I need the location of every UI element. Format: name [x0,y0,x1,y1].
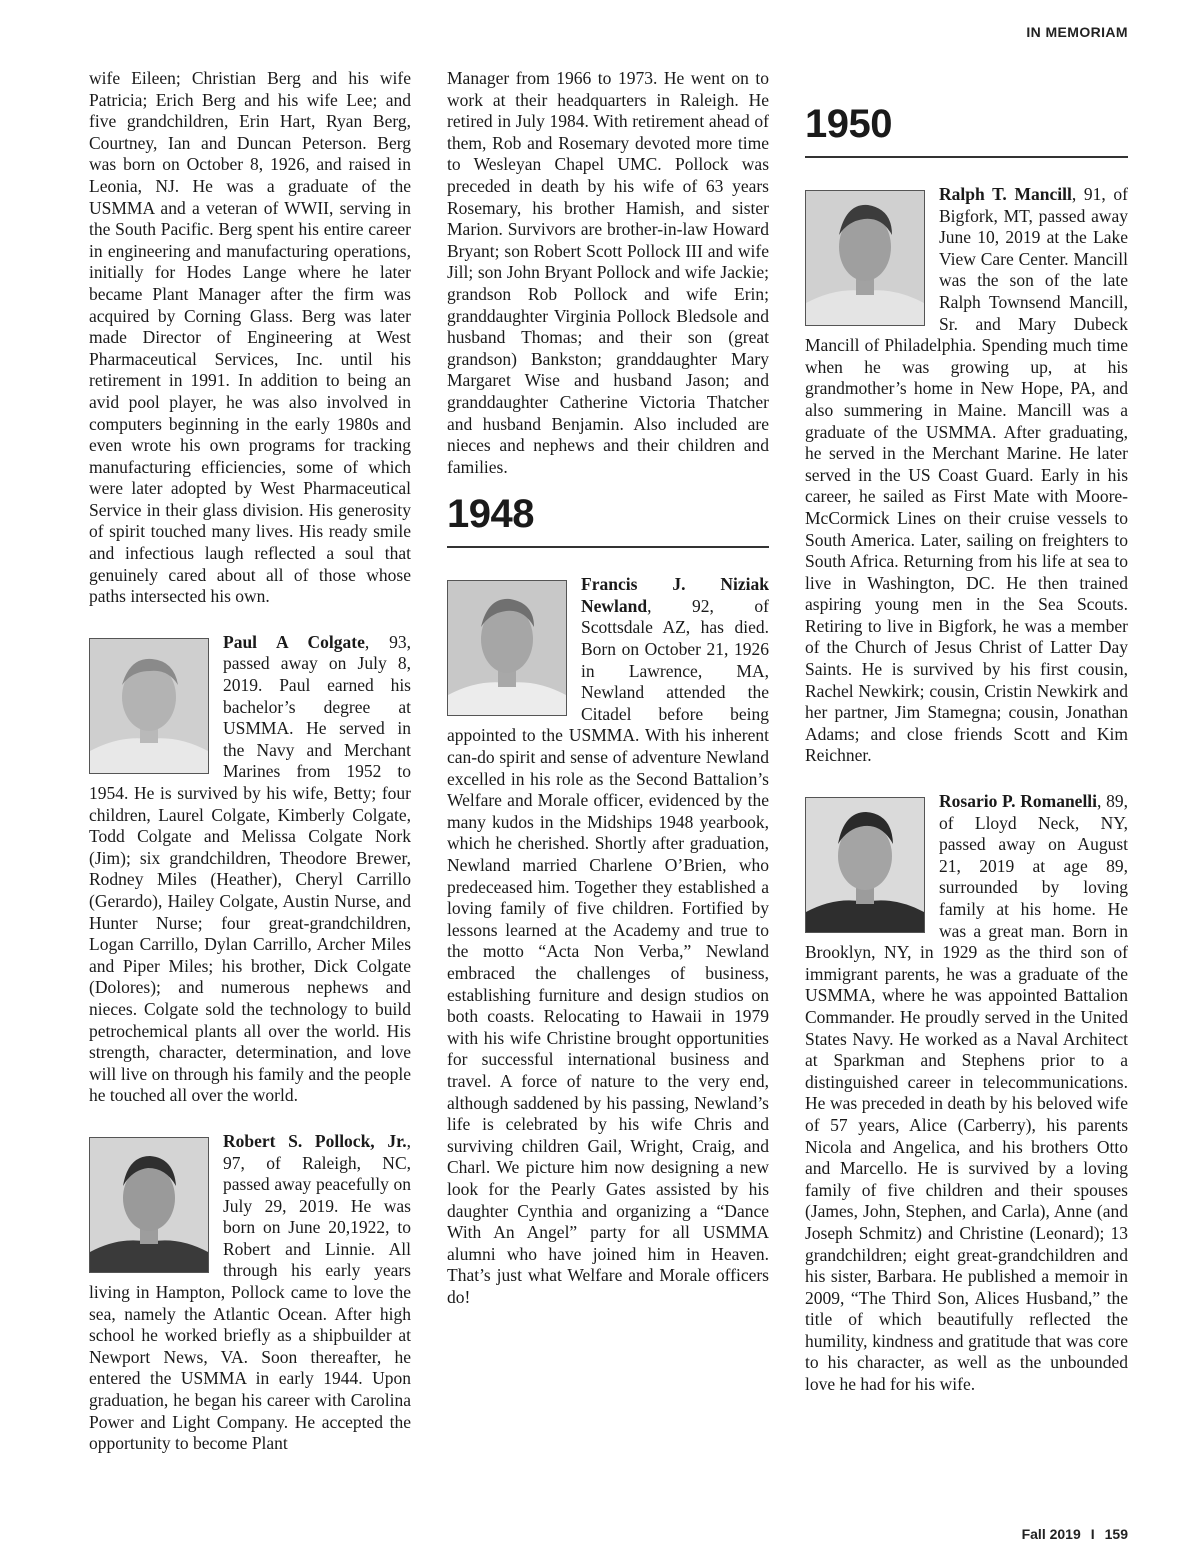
footer-separator: I [1090,1526,1095,1542]
obituary-text: , 91, of Bigfork, MT, passed away June 10, 2019 at the Lake View Care Center. Mancill was the son of the late Ralph Townsend Mancill, Sr. and Mary Dubeck Mancill of Philadelphia. Spending much time when he was growing up, at his grandmother’s home in New Hope, PA, and also summering in Maine. Mancill was a graduate of the USMMA. After graduating, he served in the Merchant Marine. He later served in the US Coast Guard. Early in his career, he sailed as First Mate with Moore-McCormick Lines on their cruise vessels to South America. Later, sailing on freighters to South Africa. Returning from his life at sea to live in Washington, DC. He then trained aspiring young men in the Sea Scouts. Retiring to live in Bigfork, he was a member of the Church of Jesus Christ of Latter Day Saints. He is survived by his first cousin, Rachel Newkirk; cousin, Cristin Newkirk and her partner, Jim Stamegna; cousin, Jonathan Adams; and close friends Scott and Kim Reichner. [805,184,1128,766]
obituary-name: Francis J. Niziak Newland [581,574,769,616]
obituary-entry [805,184,1128,767]
column-3 [805,96,1128,1396]
class-year-heading: 1950 [805,102,1128,158]
portrait-photo [805,797,925,933]
obituary-entry [805,791,1128,1396]
obituary-text: , 92, of Scottsdale AZ, has died. Born on October 21, 1926 in Lawrence, MA, Newland attended the Citadel before being appointed to the USMMA. With his inherent can-do spirit and sense of adventure Newland excelled in his role as the Second Battalion’s Welfare and Morale officer, evidenced by the many kudos in the Midships 1948 yearbook, which he cherished. Shortly after graduation, Newland married Charlene O’Brien, who predeceased him. Together they established a loving family of five children. Fortified by lessons learned at the Academy and true to the motto “Acta Non Verba,” Newland embraced the challenges of business, establishing furniture and design studios on both coasts. Relocating to Hawaii in 1979 with his wife Christine brought opportunities for successful international business and travel. A force of nature to the very end, although saddened by his passing, Newland’s life is celebrated by his wife Chris and surviving children Gail, Wright, Craig, and Charl. We picture him now designing a new look for the Pearly Gates assisted by his daughter Cynthia and organizing a “Dance With An Angel” party for all USMMA alumni who have joined him in Heaven. That’s just what Welfare and Morale officers do! [447,595,769,1307]
obituary-text: , 89, of Lloyd Neck, NY, passed away on August 21, 2019 at age 89, surrounded by loving family at his home. He was a great man. Born in Brooklyn, NY, in 1929 as the third son of immigrant parents, he was a graduate of the USMMA, where he was appointed Battalion Commander. He proudly served in the United States Navy. He worked as a Naval Architect at Sparkman and Stephens prior to a distinguished career in telecommunications. He was preceded in death by his beloved wife of 57 years, Alice (Carberry), his parents Nicola and Angelica, and his brothers Otto and Marcello. He is survived by a loving family of five children and their spouses (James, John, Stephen, and Carla), Anne (and Joseph Schmitz) and Christine (Leonard); 13 grandchildren; eight great-grandchildren and his sister, Barbara. He published a memoir in 2009, “The Third Son, Alices Husband,” the title of which beautifully reflected the humility, kindness and gratitude that was core to his character, as well as the unbounded love he had for his wife. [805,791,1128,1395]
obituary-entry [89,632,411,1107]
issue-label: Fall 2019 [1021,1526,1081,1542]
obituary-name: Ralph T. Mancill [939,184,1072,204]
page-footer [1022,1526,1128,1542]
portrait-photo [89,638,209,774]
obituary-text: , 93, passed away on July 8, 2019. Paul earned his bachelor’s degree at USMMA. He served in the Navy and Merchant Marines from 1952 to 1954. He is survived by his wife, Betty; four children, Laurel Colgate, Kimberly Colgate, Todd Colgate and Melissa Colgate Nork (Jim); six grandchildren, Theodore Brewer, Rodney Miles (Heather), Cheryl Carrillo (Gerardo), Hailey Colgate, Austin Nurse, and Hunter Nurse; four great-grandchildren, Logan Carrillo, Dylan Carrillo, Archer Miles and Piper Miles; his brother, Dick Colgate (Dolores); and numerous nephews and nieces. Colgate sold the technology to build petrochemical plants all over the world. His strength, character, determination, and love will live on through his family and the people he touched all over the world. [89,631,411,1106]
continued-obituary-text: Manager from 1966 to 1973. He went on to work at their headquarters in Raleigh. He retired in July 1984. With retirement ahead of them, Rob and Rosemary devoted more time to Wesleyan Chapel UMC. Pollock was preceded in death by his wife of 63 years Rosemary, his brother Hamish, and sister Marion. Survivors are brother-in-law Howard Bryant; son Robert Scott Pollock III and wife Jill; son John Bryant Pollock and wife Jackie; grandson Rob Pollock and wife Erin; granddaughter Virginia Pollock Bledsole and husband Thomas; and their son (great grandson) Bankston; granddaughter Mary Margaret Wise and husband Jason; and granddaughter Catherine Victoria Thatcher and husband Benjamin. Also included are nieces and nephews and their children and families. [447,68,769,477]
obituary-name: Paul A Colgate [223,631,365,652]
column-1 [89,68,411,1455]
section-header: IN MEMORIAM [1026,24,1128,40]
portrait-photo [89,1137,209,1273]
obituary-text: , 97, of Raleigh, NC, passed away peacefully on July 29, 2019. He was born on June 20,1922, to Robert and Linnie. All through his early years living in Hampton, Pollock came to love the sea, namely the Atlantic Ocean. After high school he worked briefly as a shipbuilder at Newport News, VA. Soon thereafter, he entered the USMMA in early 1944. Upon graduation, he began his career with Carolina Power and Light Company. He accepted the opportunity to become Plant [89,1130,411,1454]
portrait-photo [447,580,567,716]
continued-obituary-text: wife Eileen; Christian Berg and his wife Patricia; Erich Berg and his wife Lee; and five grandchildren, Erin Hart, Ryan Berg, Courtney, Ian and Duncan Peterson. Berg was born on October 8, 1926, and raised in Leonia, NJ. He was a graduate of the USMMA and a veteran of WWII, serving in the South Pacific. Berg spent his entire career in engineering and manufacturing operations, initially for Hodes Lange where he later became Plant Manager after the firm was acquired by Corning Glass. Berg was later made Director of Engineering at West Pharmaceutical Services, Inc. until his retirement in 1991. In addition to being an avid pool player, he was also involved in computers beginning in the early 1980s and even wrote his own programs for tracking manufacturing efficiencies, some of which were later adopted by West Pharmaceutical Service in their glass division. His generosity of spirit touched many lives. His ready smile and infectious laugh reflected a soul that genuinely cared about all of those whose paths intersected his own. [89,68,411,607]
class-year-heading: 1948 [447,492,769,548]
column-2 [447,68,769,1308]
obituary-name: Rosario P. Romanelli [939,791,1098,812]
obituary-entry [447,574,769,1308]
obituary-entry [89,1131,411,1455]
portrait-photo [805,190,925,326]
obituary-name: Robert S. Pollock, Jr. [223,1130,407,1151]
page-number: 159 [1104,1526,1128,1542]
